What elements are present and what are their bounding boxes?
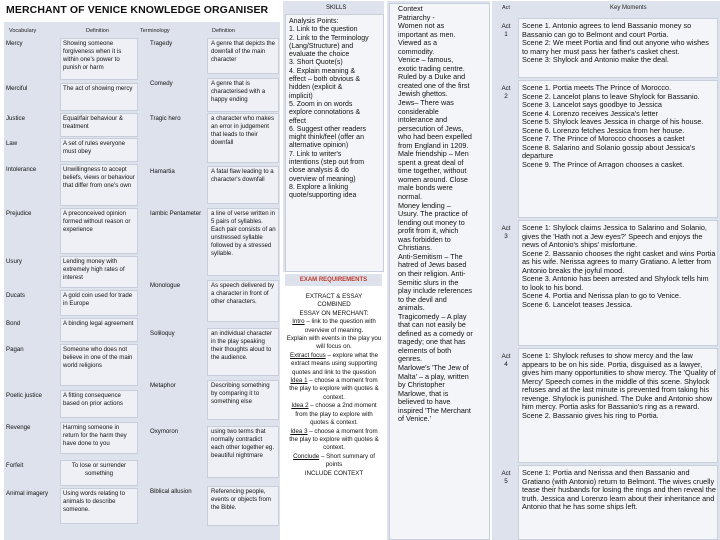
scene-text: Scene 3. Lancelot says goodbye to Jessica	[522, 100, 662, 110]
context-line: Marlowe, that is	[398, 388, 449, 398]
scene-text: Scene 2. Bassanio gives his ring to Portia.	[522, 410, 659, 420]
context-line: profit from it, which	[398, 226, 459, 236]
skills-line: effect	[289, 117, 306, 125]
context-line: Jews– There was	[398, 98, 454, 108]
act-header: Act	[502, 5, 510, 11]
exam-intro: Intro – link to the question with overview of meaning.	[292, 318, 376, 334]
context-line: spent a great deal of	[398, 157, 464, 167]
skills-line: 8. Explore a linking	[289, 183, 349, 191]
context-line: animals.	[398, 303, 425, 313]
terminology-definition: a line of verse written in 5 pairs of syllables. Each pair consists of an unstressed syllable followed by a stressed syllable.	[211, 210, 276, 257]
context-line: considerable	[398, 106, 439, 116]
vocab-definition: A binding legal agreement	[63, 320, 134, 327]
skills-line: 3. Short Quote(s)	[289, 59, 343, 67]
skills-line: hidden (explicit &	[289, 84, 343, 92]
vocab-definition: Harming someone in return for the harm they have done to you	[63, 424, 127, 447]
vocab-term: Justice	[6, 115, 25, 122]
vocab-term: Ducats	[6, 292, 25, 299]
terminology-header: Terminology	[140, 28, 170, 34]
context-line: Male friendship – Men	[398, 149, 469, 159]
act-number: 4	[504, 361, 508, 368]
scene-text: Scene 7. The Prince of Morocco chooses a casket	[522, 134, 685, 144]
vocab-definition: A set of rules everyone must obey	[63, 140, 125, 155]
vocab-definition: Unwillingness to accept beliefs, views or behaviour that differ from one's own	[63, 166, 135, 189]
vocab-term: Animal imagery	[6, 490, 48, 497]
vocab-definition: Someone who does not believe in one of the main world religions	[63, 346, 133, 369]
skills-line: quote/supporting idea	[289, 192, 357, 200]
terminology-term: Comedy	[150, 80, 173, 87]
context-line: Money lending –	[398, 200, 451, 210]
context-line: from England in 1209.	[398, 140, 469, 150]
terminology-term: Biblical allusion	[150, 488, 192, 495]
context-line: commodity.	[398, 46, 435, 56]
context-line: was forbidden to	[398, 234, 451, 244]
scene-text: Scene 2. Lancelot plans to leave Shylock for Bassanio.	[522, 91, 700, 101]
context-line: time together, without	[398, 166, 467, 176]
vocab-term: Revenge	[6, 424, 31, 431]
skills-line: 2. Link to the Terminology	[289, 34, 369, 42]
skills-line: implicit)	[289, 92, 313, 100]
act-number: 5	[504, 478, 508, 485]
exam-idea-3: Idea 3 – choose a moment from the play to explore with quotes & context.	[289, 427, 379, 452]
scene-text: Scene 6. Lancelot teases Jessica.	[522, 299, 633, 309]
key-moments-title: Key Moments	[610, 5, 647, 11]
terminology-definition: As speech delivered by a character in front of other characters.	[211, 282, 275, 305]
terminology-term: Tragedy	[150, 40, 173, 47]
vocab-header: Vocabulary	[9, 28, 37, 34]
terminology-term: Oxymoron	[150, 428, 179, 435]
scene-text: Scene 1: Shylock claims Jessica to Salarino and Solanio, gives the 'Hath not a Jew eyes?' Speech and enjoys the news of Antonio's ships' misfortune.	[522, 223, 707, 250]
scene-text: Scene 4. Portia and Nerissa plan to go to Venice.	[522, 291, 682, 301]
skills-line: 1. Link to the question	[289, 26, 358, 34]
vocab-definition: A fitting consequence based on prior actions	[63, 392, 123, 407]
skills-line: alternative opinion)	[289, 142, 349, 150]
terminology-definition: Describing something by comparing it to something else	[211, 382, 270, 405]
exam-conclude: Conclude – Short summary of points	[293, 452, 375, 469]
vocab-term: Usury	[6, 258, 22, 265]
vocab-term: Merciful	[6, 85, 28, 92]
page-title: MERCHANT OF VENICE KNOWLEDGE ORGANISER	[6, 4, 269, 16]
act-scenes	[522, 352, 716, 420]
exam-idea-1: Idea 1 – choose a moment from the play to explore with quotes & context.	[289, 377, 379, 401]
vocab-definition: Equal/fair behaviour & treatment	[63, 115, 123, 130]
terminology-term: Metaphor	[150, 382, 176, 389]
scene-text: Scene 6. Lorenzo fetches Jessica from her house.	[522, 125, 685, 135]
context-line: Semitic slurs in the	[398, 277, 459, 287]
terminology-term: Soliloquy	[150, 330, 175, 337]
terminology-definition: A fatal flaw leading to a character's downfall	[211, 168, 274, 183]
context-line: Usury. The practice of	[398, 209, 468, 219]
context-line: by Christopher	[398, 380, 445, 390]
context-line: Christians.	[398, 243, 432, 253]
act-number: 3	[504, 233, 508, 240]
act-word: Act	[501, 23, 511, 30]
context-line: on their religion. Anti-	[398, 268, 466, 278]
act-number: 1	[504, 31, 508, 38]
exam-include-context: INCLUDE CONTEXT	[304, 469, 364, 477]
context-list	[398, 5, 490, 424]
context-line: exotic trading centre.	[398, 63, 465, 73]
terminology-definition: using two terms that normally contradict each other together eg. beautiful nightmare	[211, 428, 275, 459]
terminology-definition: A genre that depicts the downfall of the main character	[211, 40, 276, 63]
context-line: elements of both	[398, 345, 452, 355]
skills-line: might think/feel (offer an	[289, 134, 364, 142]
context-line: hatred of Jews based	[398, 260, 467, 270]
exam-heading-1: EXTRACT & ESSAY	[305, 293, 363, 300]
terminology-definition: A genre that is characterised with a happy ending	[211, 80, 266, 103]
scene-text: Scene 1: Shylock refuses to show mercy and the law appears to be on his side. Portia, disguised as a lawyer, gives him many opportunities to show mercy. The 'Quality of Mercy' Speech comes in the middle of this scene. Shylock refuses and at the last minute is prevented from taking his revenge. Shylock is punished. The Duke and Antonio show him mercy. Portia asks for Bassanio's ring as a reward.	[522, 351, 716, 412]
skills-line: close analysis & do	[289, 167, 349, 175]
act-label	[494, 23, 518, 39]
vocab-definition: To lose or surrender something	[71, 462, 127, 477]
context-line: created one of the first	[398, 80, 470, 90]
skills-line: (Lang/Structure) and	[289, 42, 354, 50]
act-word: Act	[501, 470, 511, 477]
skills-line: intentions (step out from	[289, 159, 365, 167]
act-label	[494, 85, 518, 101]
skills-line: evaluate the choice	[289, 51, 350, 59]
act-word: Act	[501, 353, 511, 360]
vocab-definition: A gold coin used for trade in Europe	[63, 292, 133, 307]
vocab-definition: Showing someone forgiveness when it is within one's power to punish or harm	[63, 40, 122, 71]
scene-text: Scene 8. Salarino and Solanio gossip about Jessica's departure	[522, 142, 695, 161]
scene-text: Scene 3. Antonio has been arrested and Shylock tells him to look to his bond.	[522, 274, 709, 292]
vocab-term: Poetic justice	[6, 392, 42, 399]
scene-text: Scene 9. The Prince of Arragon chooses a casket.	[522, 159, 685, 169]
context-line: of Venice.'	[398, 414, 431, 424]
act-word: Act	[501, 85, 511, 92]
terminology-term: Tragic hero	[150, 115, 181, 122]
context-line: who had been expelled	[398, 132, 472, 142]
act-label	[494, 225, 518, 241]
scene-text: Scene 1. Portia meets The Prince of Morocco.	[522, 83, 672, 92]
context-line: Venice – famous,	[398, 55, 454, 65]
exam-header: EXAM REQUIREMENTS	[285, 274, 382, 286]
scene-text: Scene 2: We meet Portia and find out anyone who wishes to marry her must pass her father's casket chest.	[522, 38, 709, 56]
vocab-definition: Lending money with extremely high rates of interest	[63, 258, 125, 281]
context-line: Context	[398, 4, 423, 13]
vocab-term: Prejudice	[6, 210, 32, 217]
context-line: Jewish ghettos.	[398, 89, 448, 99]
context-line: intolerance and	[398, 115, 448, 125]
context-line: normal.	[398, 192, 422, 202]
vocab-term: Mercy	[6, 40, 23, 47]
context-line: tragedy; one that has	[398, 337, 466, 347]
act-word: Act	[501, 225, 511, 232]
terminology-term: Hamartia	[150, 168, 175, 175]
context-line: Women not as	[398, 21, 445, 31]
skills-line: effect – both obvious &	[289, 76, 361, 84]
exam-heading-2: COMBINED	[317, 301, 351, 309]
context-line: Malta' – a play, written	[398, 371, 469, 381]
act-scenes	[522, 469, 716, 512]
context-line: Marlowe's 'The Jew of	[398, 362, 469, 372]
context-line: lending out money to	[398, 217, 465, 227]
scene-text: Scene 5. Shylock leaves Jessica in charge of his house.	[522, 117, 704, 127]
context-line: persecution of Jews,	[398, 123, 464, 133]
scene-text: Scene 1: Portia and Nerissa and then Bassanio and Gratiano (with Antonio) return to Belmont. The wives cruelly tease their husbands for losing the rings and then reveal the truth. Jessica and Lorenzo learn about their inheritance and Antonio that he has some ships left.	[522, 468, 716, 512]
scene-text: Scene 3: Shylock and Antonio make the deal.	[522, 55, 669, 65]
vocab-definition: The act of showing mercy	[63, 85, 133, 92]
skills-line: 6. Suggest other readers	[289, 125, 367, 133]
terminology-term: Iambic Pentameter	[150, 210, 202, 217]
terminology-definition-header: Definition	[212, 28, 235, 34]
exam-extract: Extract focus – explore what the extract means using supporting quotes and link to the question	[289, 351, 379, 376]
context-line: male bonds were	[398, 183, 453, 193]
context-line: inspired 'The Merchant	[398, 405, 471, 415]
vocab-definition-header: Definition	[86, 28, 109, 34]
context-line: defined as a comedy or	[398, 328, 473, 338]
context-line: to the devil and	[398, 294, 447, 304]
context-line: Ruled by a Duke and	[398, 72, 466, 82]
terminology-definition: an individual character in the play speaking their thoughts aloud to the audience.	[211, 330, 272, 361]
skills-line: explore connotations &	[289, 109, 361, 117]
vocab-definition: A preconceived opinion formed without reason or experience	[63, 210, 131, 233]
act-scenes	[522, 84, 716, 169]
exam-heading-3: ESSAY ON MERCHANT:	[299, 309, 369, 317]
context-line: Viewed as a	[398, 38, 438, 48]
scene-text: Scene 1. Antonio agrees to lend Bassanio money so Bassanio can go to Belmont and court Portia.	[522, 21, 692, 39]
vocab-term: Bond	[6, 320, 21, 327]
act-scenes	[522, 22, 716, 65]
context-line: important as men.	[398, 29, 456, 39]
exam-requirements	[286, 293, 382, 478]
skills-line: 7. Link to writer's	[289, 150, 342, 158]
exam-idea-2: Idea 2 – choose a 2nd moment from the play to explore with quotes & context.	[291, 402, 377, 427]
skills-line: 4. Explain meaning &	[289, 67, 356, 75]
vocab-definition: Using words relating to animals to describe someone.	[63, 490, 125, 513]
context-line: Tragicomedy – A play	[398, 311, 467, 321]
terminology-definition: a character who makes an error in judgement that leads to their downfall	[211, 115, 274, 146]
scene-text: Scene 2. Bassanio chooses the right casket and wins Portia as his wife. Nerissa agrees to marry Gratiano. A letter from Antonio breaks the joyful mood.	[522, 248, 716, 275]
context-line: Patriarchy -	[398, 12, 435, 22]
act-scenes	[522, 224, 716, 309]
context-line: that can not easily be	[398, 320, 466, 330]
vocab-term: Forfeit	[6, 462, 24, 469]
terminology-definition: Referencing people, events or objects from the Bible.	[211, 488, 271, 511]
vocab-term: Intolerance	[6, 166, 37, 173]
context-line: Anti-Semitism – The	[398, 251, 463, 261]
context-line: play include references	[398, 286, 472, 296]
exam-explain: Explain with events in the play you will focus on.	[286, 335, 382, 351]
act-label	[494, 470, 518, 486]
vocab-term: Pagan	[6, 346, 24, 353]
vocab-term: Law	[6, 140, 18, 147]
skills-line: overview of meaning)	[289, 175, 356, 183]
skills-line: Analysis Points:	[289, 18, 339, 25]
skills-title: SKILLS	[326, 5, 347, 11]
skills-list	[289, 18, 383, 201]
context-line: genres.	[398, 354, 422, 364]
context-line: women around. Close	[398, 174, 468, 184]
skills-line: 5. Zoom in on words	[289, 100, 353, 108]
terminology-term: Monologue	[150, 282, 181, 289]
context-line: believed to have	[398, 397, 451, 407]
act-label	[494, 353, 518, 369]
scene-text: Scene 4. Lorenzo receives Jessica's letter	[522, 108, 659, 118]
act-number: 2	[504, 93, 508, 100]
